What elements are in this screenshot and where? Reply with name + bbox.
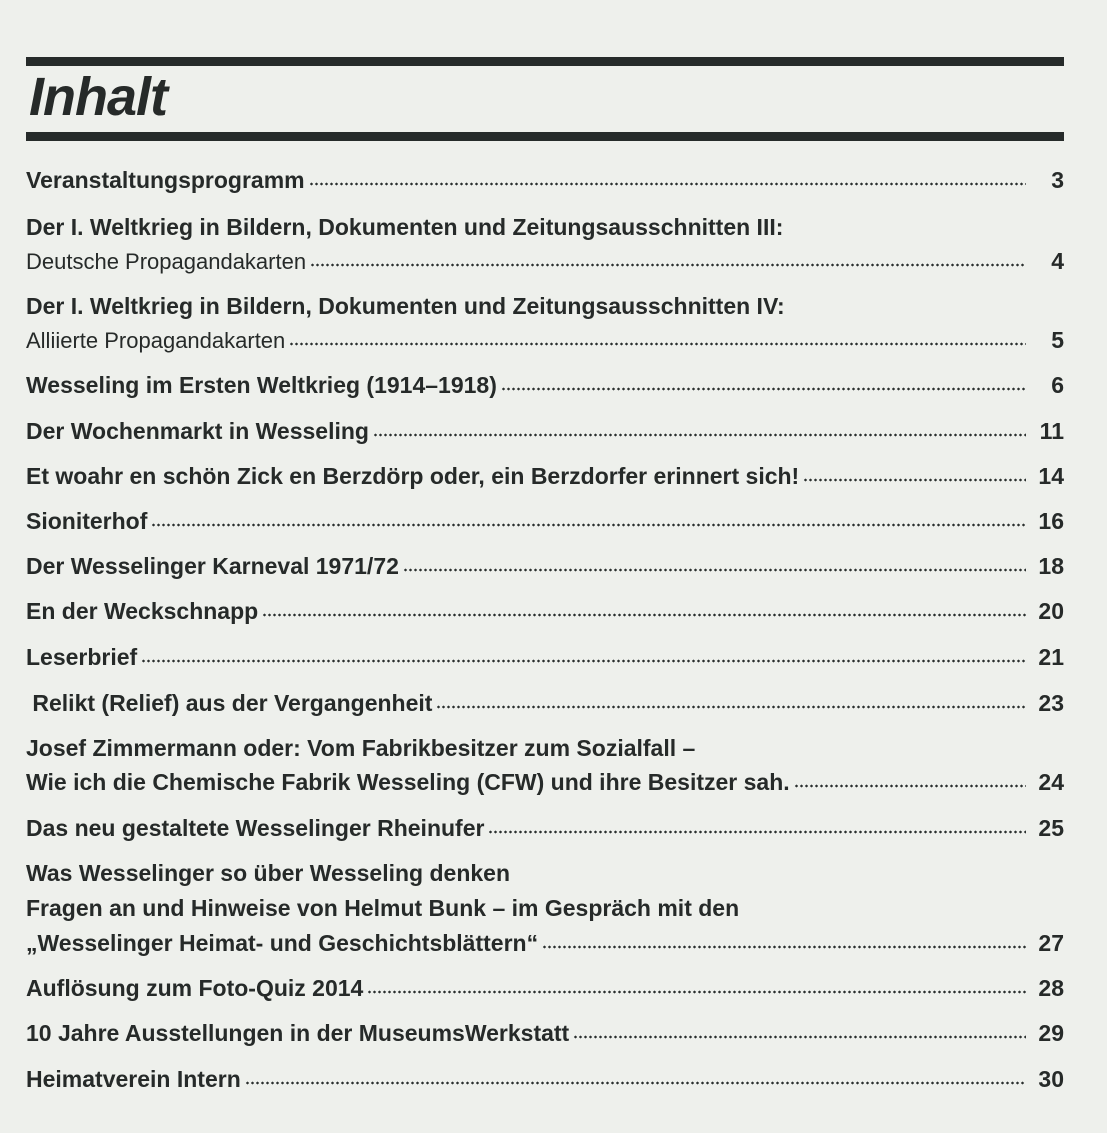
toc-entry-heading[interactable] (26, 893, 1064, 923)
toc-entry-page: 11 (1039, 418, 1064, 444)
leader-dots (501, 386, 1026, 392)
toc-entry-page: 4 (1051, 248, 1064, 274)
toc-entry[interactable] (26, 370, 1064, 400)
toc-entry-title: „Wesselinger Heimat- und Geschichtsblättern“ (26, 930, 539, 956)
leader-dots (403, 567, 1026, 573)
toc-entry[interactable] (26, 642, 1064, 672)
toc-entry[interactable] (26, 246, 1064, 277)
toc-entry-subtitle: Alliierte Propagandakarten (26, 328, 286, 353)
toc-entry-page: 20 (1038, 598, 1064, 624)
toc-entry-title: Et woahr en schön Zick en Berzdörp oder, ein Berzdorfer erinnert sich! (26, 463, 800, 489)
toc-entry-title: Der Wochenmarkt in Wesseling (26, 418, 369, 444)
leader-dots (309, 181, 1026, 187)
toc-entry-title: Leserbrief (26, 644, 138, 670)
leader-dots (803, 477, 1026, 483)
leader-dots (573, 1034, 1026, 1040)
toc-entry[interactable] (26, 416, 1064, 446)
toc-entry-heading[interactable] (26, 291, 1064, 321)
toc-entry-page: 14 (1038, 463, 1064, 489)
toc-entry-title: Fragen an und Hinweise von Helmut Bunk – im Gespräch mit den (26, 895, 740, 921)
leader-dots (436, 704, 1026, 710)
toc-entry-page: 25 (1038, 815, 1064, 841)
toc-entry[interactable] (26, 461, 1064, 491)
bottom-rule (26, 132, 1064, 141)
leader-dots (367, 989, 1026, 995)
toc-entry-subtitle: Deutsche Propagandakarten (26, 249, 307, 274)
toc-entry-page: 29 (1038, 1020, 1064, 1046)
leader-dots (289, 341, 1026, 347)
toc-entry-title: Das neu gestaltete Wesselinger Rheinufer (26, 815, 485, 841)
toc-entry-title: Der Wesselinger Karneval 1971/72 (26, 553, 399, 579)
toc-entry-title: En der Weckschnapp (26, 598, 259, 624)
toc-entry[interactable] (26, 1018, 1064, 1048)
toc-entry-title: Veranstaltungsprogramm (26, 167, 305, 193)
toc-entry-heading[interactable] (26, 212, 1064, 242)
toc-entry-title: Der I. Weltkrieg in Bildern, Dokumenten und Zeitungsausschnitten III: (26, 214, 784, 240)
toc-entry-title: Sioniterhof (26, 508, 148, 534)
toc-entry-title: Heimatverein Intern (26, 1066, 241, 1092)
leader-dots (488, 829, 1026, 835)
toc-entry-page: 21 (1038, 644, 1064, 670)
toc-entry[interactable] (26, 767, 1064, 797)
leader-dots (542, 944, 1026, 950)
toc-entry[interactable] (26, 551, 1064, 581)
toc-entry-page: 3 (1051, 167, 1064, 193)
leader-dots (794, 783, 1026, 789)
toc-entry[interactable] (26, 165, 1064, 195)
toc-entry-title: Josef Zimmermann oder: Vom Fabrikbesitzer zum Sozialfall – (26, 735, 696, 761)
toc-entry-page: 16 (1038, 508, 1064, 534)
toc-entry-title: Was Wesselinger so über Wesseling denken (26, 860, 511, 886)
toc-entry-page: 27 (1038, 930, 1064, 956)
toc-entry[interactable] (26, 506, 1064, 536)
toc-entry-title: Relikt (Relief) aus der Vergangenheit (26, 690, 433, 716)
toc-entry-title: Auflösung zum Foto-Quiz 2014 (26, 975, 364, 1001)
toc-entry-page: 6 (1051, 372, 1064, 398)
leader-dots (262, 612, 1026, 618)
page-title: Inhalt (29, 67, 167, 127)
toc-entry-title: Der I. Weltkrieg in Bildern, Dokumenten und Zeitungsausschnitten IV: (26, 293, 785, 319)
toc-entry-page: 24 (1038, 769, 1064, 795)
toc-entry-page: 23 (1038, 690, 1064, 716)
toc-entry[interactable] (26, 688, 1064, 718)
toc-entry-heading[interactable] (26, 858, 1064, 888)
leader-dots (310, 262, 1026, 268)
toc-entry[interactable] (26, 596, 1064, 626)
leader-dots (151, 522, 1026, 528)
leader-dots (373, 432, 1026, 438)
toc-entry-title: 10 Jahre Ausstellungen in der MuseumsWerkstatt (26, 1020, 570, 1046)
leader-dots (141, 658, 1026, 664)
toc-entry[interactable] (26, 813, 1064, 843)
top-rule (26, 57, 1064, 66)
toc-entry-title: Wie ich die Chemische Fabrik Wesseling (CFW) und ihre Besitzer sah. (26, 769, 790, 795)
toc-entry-page: 5 (1051, 327, 1064, 353)
toc-entry-page: 30 (1038, 1066, 1064, 1092)
toc-entry-page: 28 (1038, 975, 1064, 1001)
toc-entry-title: Wesseling im Ersten Weltkrieg (1914–1918) (26, 372, 497, 398)
toc-entry[interactable] (26, 973, 1064, 1003)
toc-entry-page: 18 (1038, 553, 1064, 579)
toc-entry[interactable] (26, 1064, 1064, 1094)
toc-entry[interactable] (26, 325, 1064, 356)
leader-dots (245, 1080, 1026, 1086)
toc-entry-heading[interactable] (26, 733, 1064, 763)
toc-entry[interactable] (26, 928, 1064, 958)
